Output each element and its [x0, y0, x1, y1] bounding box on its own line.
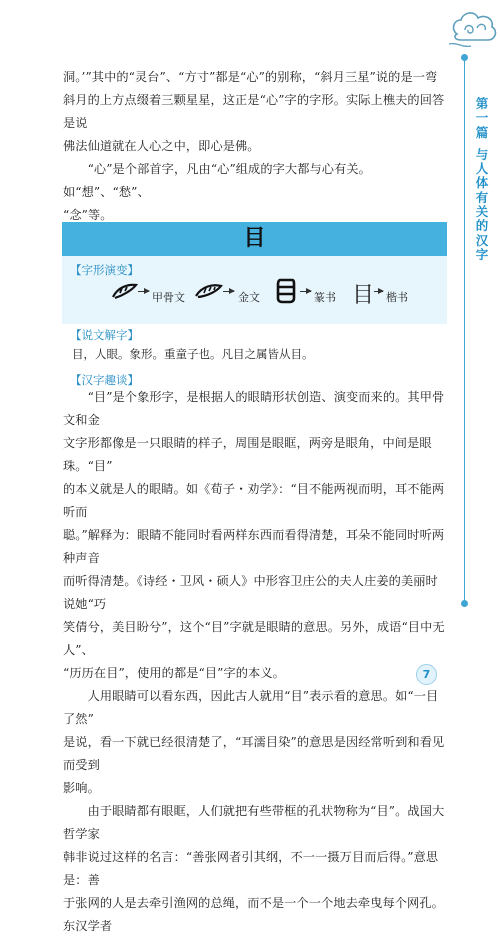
text-line: 于张网的人是去牵引渔网的总绳，而不是一个一个地去牵曳每个网孔。东汉学者: [63, 896, 444, 933]
text-line: 佛法仙道就在人心之中，即心是佛。: [63, 139, 260, 153]
side-char: 第: [475, 96, 489, 111]
side-char: 有: [475, 189, 489, 205]
side-char: 篇: [475, 124, 489, 140]
oracle-bone-glyph-icon: [110, 281, 138, 301]
text-line: “目”是个象形字，是根据人的眼睛形状创造、演变而来的。其甲骨文和金: [63, 390, 445, 427]
text-line: 的本义就是人的眼睛。如《荀子・劝学》：“目不能两视而明，耳不能两听而: [63, 482, 445, 519]
text-line: 斜月的上方点缀着三颗星星，这正是“心”字的字形。实际上樵夫的回答是说: [63, 93, 445, 130]
side-char: 体: [475, 175, 489, 191]
chapter-side-title: [472, 97, 492, 262]
side-divider-dot: [461, 600, 468, 607]
stage-label: 甲骨文: [152, 291, 185, 304]
seal-glyph-icon: [276, 277, 296, 305]
side-char: 关: [475, 204, 489, 220]
text-line: 由于眼睛都有眼眶，人们就把有些带框的孔状物称为“目”。战国大哲学家: [63, 804, 445, 841]
evolution-arrow: [374, 291, 383, 292]
shuowen-tag: 【说文解字】: [70, 328, 139, 342]
section-character: 目: [243, 226, 266, 251]
stage-label: 篆书: [314, 291, 336, 304]
text-line: 韩非说过这样的名言：“善张网者引其纲，不一一摄万目而后得。”意思是：善: [63, 850, 439, 887]
cloud-ornament-icon: [447, 0, 500, 52]
character-header-band: [62, 222, 447, 256]
stage-label: 楷书: [386, 291, 408, 304]
text-line: 洞。’”其中的“灵台”、“方寸”都是“心”的别称，“斜月三星”说的是一弯: [63, 70, 438, 84]
side-char: 一: [475, 110, 489, 126]
text-line: 而听得清楚。《诗经・卫风・硕人》中形容卫庄公的夫人庄姜的美丽时说她“巧: [63, 574, 438, 611]
side-divider: [464, 54, 465, 606]
text-line: “历历在目”，使用的都是“目”字的本义。: [63, 666, 285, 680]
kaishu-glyph: 目: [352, 283, 375, 308]
side-char: 汉: [475, 232, 489, 248]
interesting-body: [63, 386, 446, 938]
text-line: 聪。”解释为：眼睛不能同时看两样东西而看得清楚，耳朵不能同时听两种声音: [63, 528, 445, 565]
side-char: 字: [475, 246, 489, 262]
evolution-arrow: [223, 291, 234, 292]
page-number: 7: [416, 664, 437, 685]
text-line: 影响。: [63, 781, 100, 795]
text-line: 笑倩兮，美目盼兮”，这个“目”字就是眼睛的意思。另外，成语“目中无人”、: [63, 620, 445, 657]
side-char: 人: [475, 161, 489, 177]
evolution-arrow: [138, 291, 149, 292]
evolution-arrow: [300, 291, 311, 292]
text-line: 是说，看一下就已经很清楚了，“耳濡目染”的意思是因经常听到和看见而受到: [63, 735, 445, 772]
side-divider-dot: [461, 54, 468, 61]
text-line: 文字形都像是一只眼睛的样子，周围是眼眶，两旁是眼角，中间是眼珠。“目”: [63, 436, 432, 473]
text-line: 人用眼睛可以看东西，因此古人就用“目”表示看的意思。如“一目了然”: [63, 689, 439, 726]
side-char: 的: [475, 218, 489, 234]
evolution-tag: 【字形演变】: [70, 263, 139, 277]
interesting-tag: 【汉字趣谈】: [70, 373, 139, 387]
shuowen-text: 目，人眼。象形。重童子也。凡目之属皆从目。: [72, 347, 314, 361]
bronze-glyph-icon: [193, 281, 223, 301]
intro-paragraph: [63, 66, 446, 227]
stage-label: 金文: [238, 291, 260, 304]
text-line: “念”等。: [63, 208, 113, 222]
side-char: 与: [475, 146, 489, 162]
text-line: “心”是个部首字，凡由“心”组成的字大都与心有关。如“想”、“愁”、: [63, 162, 371, 199]
